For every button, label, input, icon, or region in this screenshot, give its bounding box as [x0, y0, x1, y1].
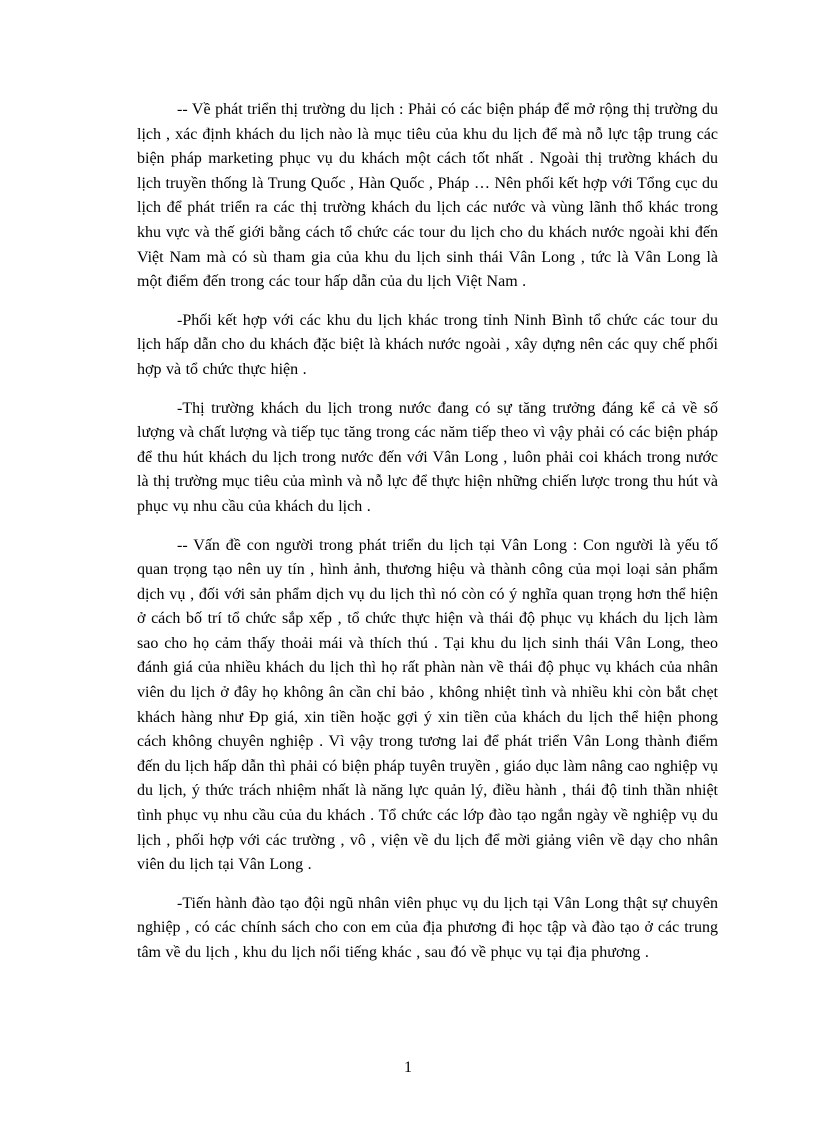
paragraph-human-factor: -- Vấn đề con người trong phát triển du lịch tại Vân Long : Con người là yếu tố quan trọng tạo nên uy tín , hình ảnh, thương hiệu và thành công của mọi loại sản phẩm dịch vụ , đối với sản phẩm dịch vụ du lịch thì nó còn có ý nghĩa quan trọng hơn thể hiện ở cách bố trí tổ chức sắp xếp , tổ chức thực hiện và thái độ phục vụ khách du lịch làm sao cho họ cảm thấy thoải mái và thích thú . Tại khu du lịch sinh thái Vân Long, theo đánh giá của nhiều khách du lịch thì họ rất phàn nàn về thái độ phục vụ khách của nhân viên du lịch ở đây họ không ân cần chỉ bảo , không nhiệt tình và nhiều khi còn bắt chẹt khách hàng như Đp giá, xin tiền hoặc gợi ý xin tiền của khách du lịch thể hiện phong cách không chuyên nghiệp . Vì vậy trong tương lai để phát triển Vân Long thành điểm đến du lịch hấp dẫn thì phải có biện pháp tuyên truyền , giáo dục làm nâng cao nghiệp vụ du lịch, ý thức trách nhiệm nhất là năng lực quản lý, điều hành , thái độ tinh thần nhiệt tình phục vụ nhu cầu của du khách . Tổ chức các lớp đào tạo ngắn ngày về nghiệp vụ du lịch , phối hợp với các trường , vô , viện về du lịch để mời giảng viên về dạy cho nhân viên du lịch tại Vân Long .: [137, 536, 718, 874]
document-body: [137, 98, 718, 980]
paragraph-market-development: -- Về phát triển thị trường du lịch : Phải có các biện pháp để mở rộng thị trường du lịch , xác định khách du lịch nào là mục tiêu của khu du lịch để mà nỗ lực tập trung các biện pháp marketing phục vụ du khách một cách tốt nhất . Ngoài thị trường khách du lịch truyền thống là Trung Quốc , Hàn Quốc , Pháp … Nên phối kết hợp với Tổng cục du lịch để phát triển ra các thị trường khách du lịch các nước và vùng lãnh thổ khác trong khu vực và thế giới bằng cách tổ chức các tour du lịch cho du khách nước ngoài khi đến Việt Nam mà có sù tham gia của khu du lịch sinh thái Vân Long , tức là Vân Long là một điểm đến trong các tour hấp dẫn của du lịch Việt Nam .: [137, 101, 718, 291]
page-number: 1: [404, 1059, 412, 1076]
paragraph-staff-training: -Tiến hành đào tạo đội ngũ nhân viên phục vụ du lịch tại Vân Long thật sự chuyên nghiệp , có các chính sách cho con em của địa phương đi học tập và đào tạo ở các trung tâm về du lịch , khu du lịch nổi tiếng khác , sau đó về phục vụ tại địa phương .: [137, 894, 718, 961]
paragraph-regional-cooperation: -Phối kết hợp với các khu du lịch khác trong tỉnh Ninh Bình tổ chức các tour du lịch hấp dẫn cho du khách đặc biệt là khách nước ngoài , xây dựng nên các quy chế phối hợp và tổ chức thực hiện .: [137, 311, 718, 378]
paragraph-domestic-market: -Thị trường khách du lịch trong nước đang có sự tăng trưởng đáng kể cả về số lượng và chất lượng và tiếp tục tăng trong các năm tiếp theo vì vậy phải có các biện pháp để thu hút khách du lịch trong nước đến với Vân Long , luôn phải coi khách trong nước là thị trường mục tiêu của mình và nỗ lực để thực hiện những chiến lược trong thu hút và phục vụ nhu cầu của khách du lịch .: [137, 399, 718, 515]
